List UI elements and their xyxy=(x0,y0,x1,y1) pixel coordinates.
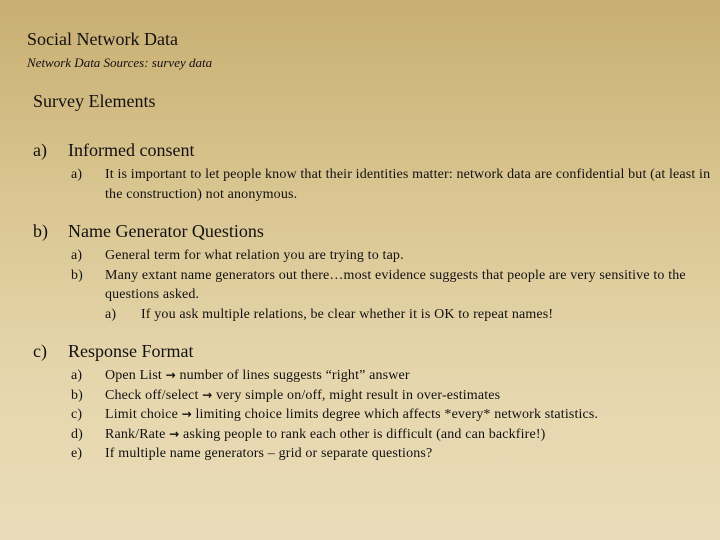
item-marker: a) xyxy=(71,248,83,263)
slide-title: Social Network Data xyxy=(27,29,178,49)
list-item xyxy=(33,266,713,305)
section-header xyxy=(33,138,713,162)
item-label: Check off/select xyxy=(105,387,199,403)
list-item xyxy=(33,425,713,445)
item-text: Many extant name generators out there…most evidence suggests that people are very sensitive to the questions asked. xyxy=(105,267,686,302)
slide-subtitle: Network Data Sources: survey data xyxy=(27,55,213,70)
section-header xyxy=(33,339,713,363)
item-list xyxy=(33,366,713,464)
list-item xyxy=(33,246,713,266)
item-list xyxy=(33,246,713,324)
item-label: Rank/Rate xyxy=(105,426,166,442)
item-label: Open List xyxy=(105,368,162,383)
section-heading: Survey Elements xyxy=(33,91,156,111)
section-title: Informed consent xyxy=(68,140,195,160)
item-list xyxy=(33,165,713,204)
item-marker: d) xyxy=(71,426,83,442)
section-informed-consent xyxy=(33,138,713,204)
item-text: If you ask multiple relations, be clear whether it is OK to repeat names! xyxy=(141,306,554,322)
section-response-format xyxy=(33,339,713,464)
arrow-right-icon: → xyxy=(165,368,176,382)
section-header xyxy=(33,219,713,243)
list-item xyxy=(33,165,713,204)
section-title: Response Format xyxy=(68,341,194,361)
item-marker: a) xyxy=(71,368,83,383)
list-item xyxy=(33,405,713,425)
section-letter: a) xyxy=(33,140,47,160)
item-text: It is important to let people know that their identities matter: network data are confidential but (at least in the construction) not anonymous. xyxy=(105,167,711,202)
item-marker: a) xyxy=(71,167,83,182)
arrow-right-icon: → xyxy=(169,426,180,441)
list-item xyxy=(33,386,713,406)
section-name-generator-questions xyxy=(33,219,713,324)
item-marker: b) xyxy=(71,267,83,283)
item-marker: c) xyxy=(71,407,83,422)
section-title: Name Generator Questions xyxy=(68,221,264,241)
item-text: asking people to rank each other is difficult (and can backfire!) xyxy=(182,426,546,442)
list-item xyxy=(33,444,713,464)
item-label: Limit choice xyxy=(105,407,178,422)
item-text: very simple on/off, might result in over-estimates xyxy=(216,387,501,403)
sub-list-item xyxy=(33,305,713,325)
item-marker: b) xyxy=(71,387,83,403)
item-marker: a) xyxy=(105,306,117,322)
arrow-right-icon: → xyxy=(202,387,213,402)
item-text: limiting choice limits degree which affects *every* network statistics. xyxy=(195,407,599,422)
item-text: General term for what relation you are trying to tap. xyxy=(105,248,404,263)
section-letter: c) xyxy=(33,341,47,361)
section-letter: b) xyxy=(33,221,48,241)
item-text: number of lines suggests “right” answer xyxy=(179,368,410,383)
item-text: If multiple name generators – grid or separate questions? xyxy=(105,446,433,461)
item-marker: e) xyxy=(71,446,83,461)
arrow-right-icon: → xyxy=(181,407,192,421)
list-item xyxy=(33,366,713,386)
